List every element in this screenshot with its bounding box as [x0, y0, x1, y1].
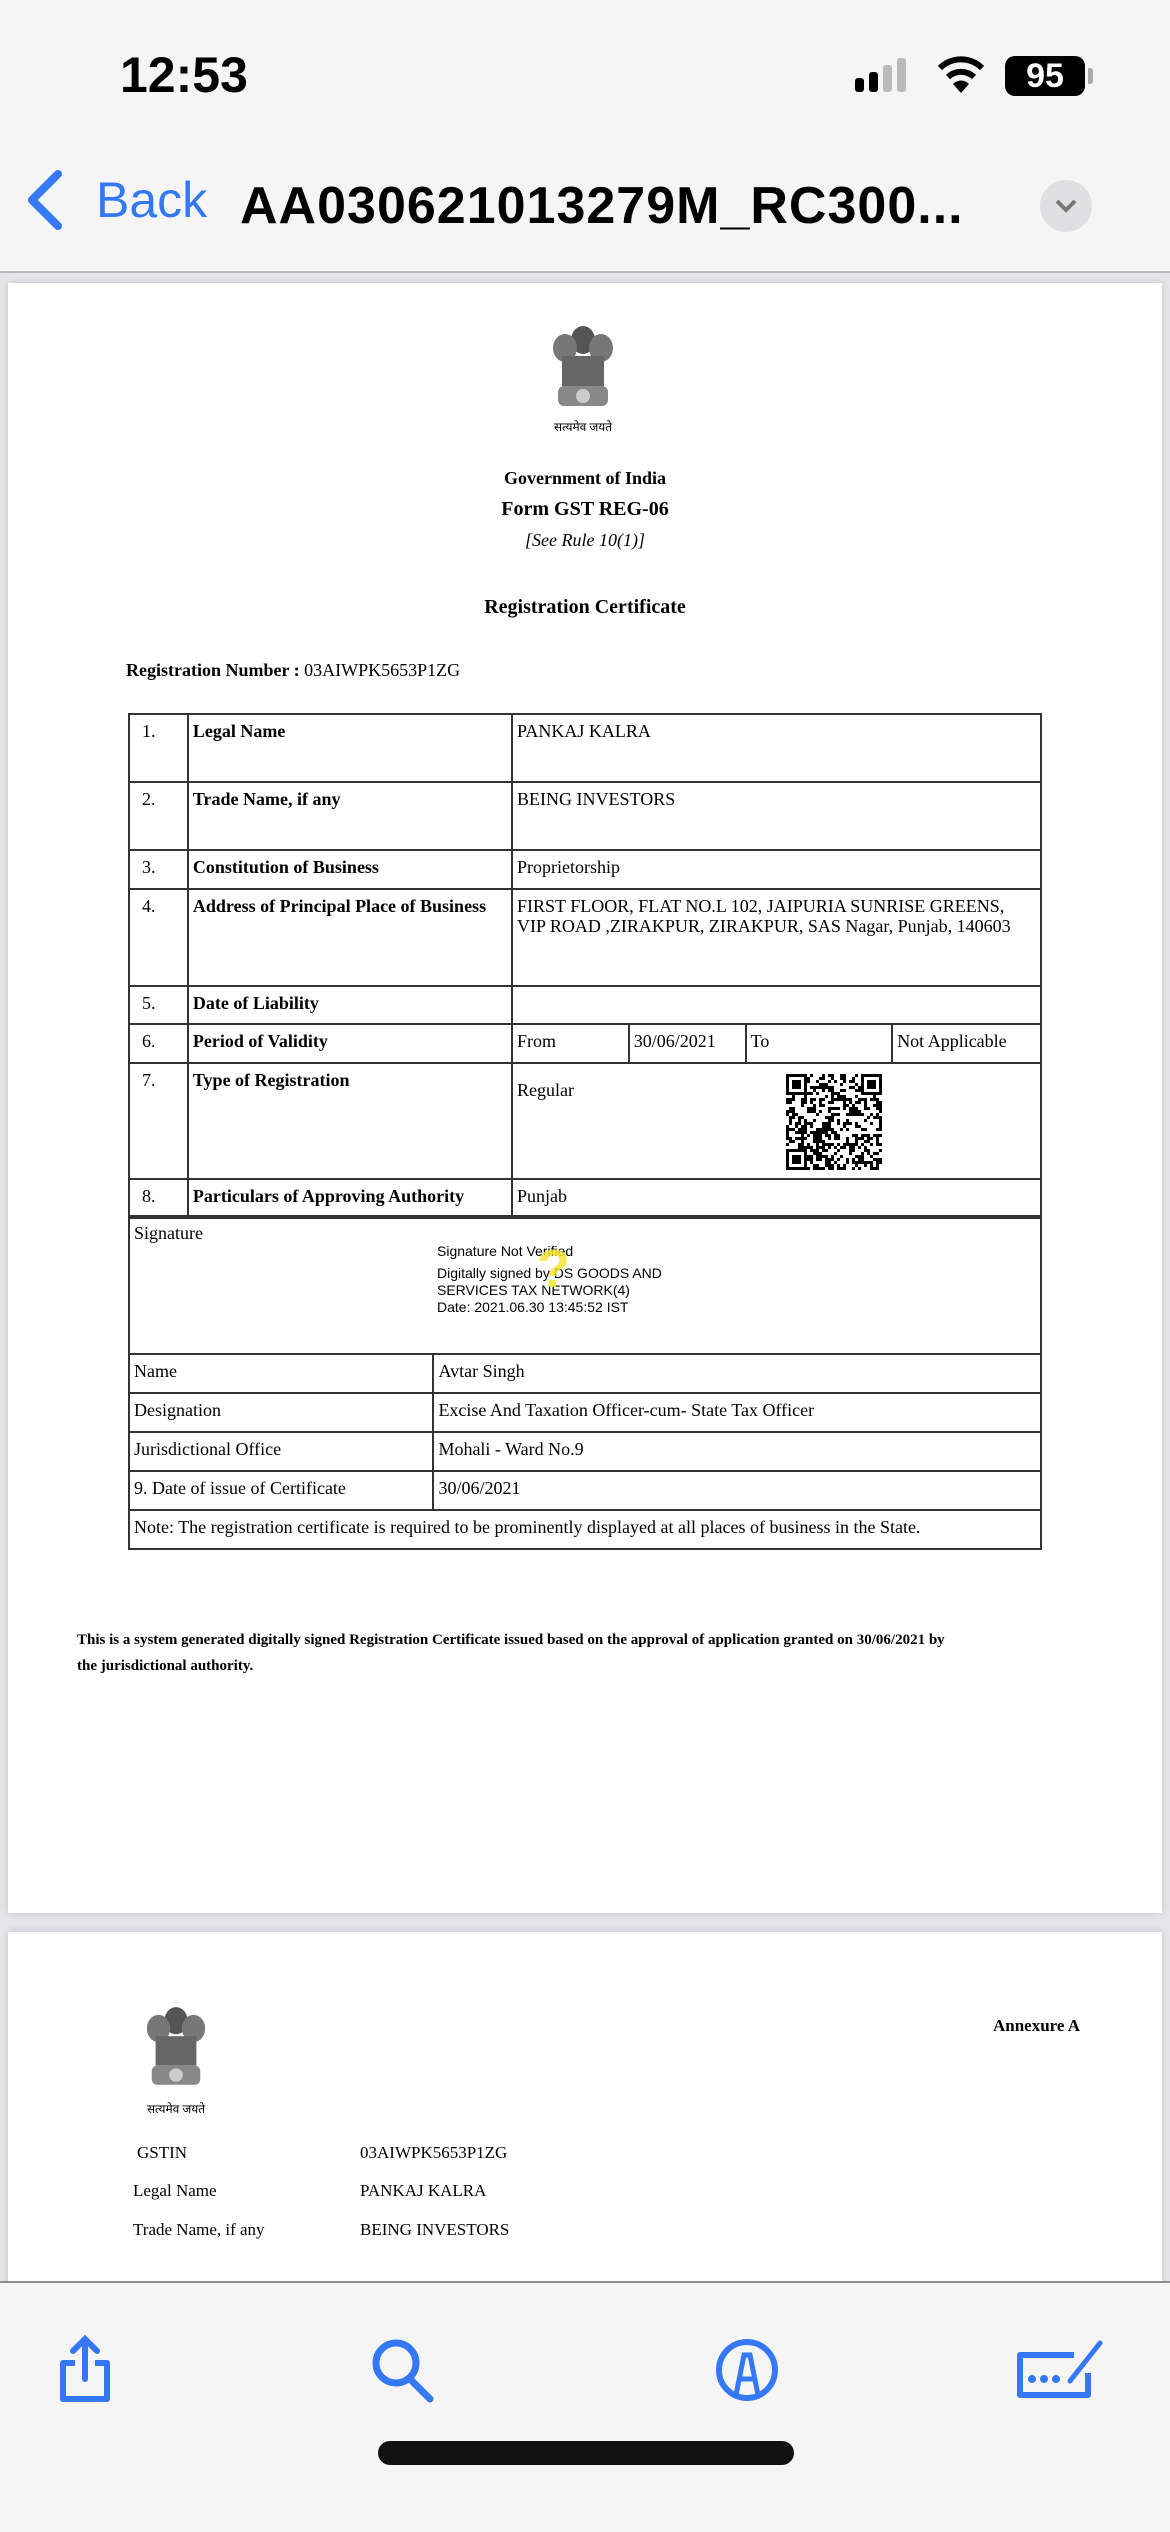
row-label: Address of Principal Place of Business — [188, 889, 512, 986]
chevron-down-icon — [1055, 199, 1077, 213]
markup-button[interactable] — [702, 2325, 792, 2415]
search-button[interactable] — [358, 2325, 448, 2415]
signature-row — [129, 1216, 1041, 1354]
table-row — [129, 1179, 1041, 1218]
footer-line-1: This is a system generated digitally signed Registration Certificate issued based on the approval of application granted on 30/06/2021 by — [77, 1632, 945, 1648]
table-row — [129, 986, 1041, 1024]
officer-label: 9. Date of issue of Certificate — [129, 1471, 433, 1510]
signature-cell — [129, 1216, 1041, 1354]
row-value: Proprietorship — [512, 850, 1041, 889]
row-number: 6. — [129, 1024, 188, 1063]
row-number: 4. — [129, 889, 188, 986]
row-value: Regular — [517, 1080, 575, 1100]
signature-signer: Digitally signed by DS GOODS AND — [437, 1265, 662, 1281]
annexure-value: PANKAJ KALRA — [360, 2181, 487, 2200]
national-emblem-icon — [142, 1998, 210, 2090]
table-row — [129, 782, 1041, 850]
table-row — [129, 850, 1041, 889]
fill-and-sign-button[interactable] — [1016, 2325, 1106, 2415]
registration-number-value: 03AIWPK5653P1ZG — [304, 660, 461, 680]
from-date: 30/06/2021 — [629, 1024, 746, 1063]
signature-label: Signature — [134, 1223, 203, 1243]
officer-label: Jurisdictional Office — [129, 1432, 433, 1471]
row-label: Type of Registration — [188, 1063, 512, 1179]
footer-line-2: the jurisdictional authority. — [77, 1658, 254, 1674]
wifi-icon — [938, 56, 984, 94]
battery-indicator: 95 — [1005, 56, 1085, 96]
row-label: Legal Name — [188, 714, 512, 782]
national-emblem-icon — [548, 318, 618, 410]
officer-value: Excise And Taxation Officer-cum- State Tax Officer — [433, 1393, 1041, 1432]
share-icon — [55, 2335, 115, 2405]
digital-signature-block — [437, 1239, 662, 1316]
form-fill-icon — [1016, 2339, 1106, 2401]
table-row — [129, 1063, 1041, 1179]
status-time: 12:53 — [120, 47, 248, 103]
row-value: Punjab — [512, 1179, 1041, 1218]
document-title: AA030621013279M_RC300... — [240, 177, 964, 235]
table-row — [129, 1024, 1041, 1063]
table-row — [129, 889, 1041, 986]
annexure-title: Annexure A — [993, 2016, 1081, 2035]
row-label: Trade Name, if any — [188, 782, 512, 850]
officer-row — [129, 1471, 1041, 1510]
row-label: Constitution of Business — [188, 850, 512, 889]
share-button[interactable] — [40, 2325, 130, 2415]
signature-signer-org: SERVICES TAX NETWORK(4) — [437, 1282, 630, 1298]
top-bar — [0, 0, 1170, 273]
qr-code — [785, 1074, 883, 1170]
signature-table — [128, 1215, 1042, 1550]
title-menu-button[interactable] — [1040, 180, 1092, 232]
row-value: BEING INVESTORS — [512, 782, 1041, 850]
row-value-cell — [512, 1063, 1041, 1179]
row-value: FIRST FLOOR, FLAT NO.L 102, JAIPURIA SUNRISE GREENS, VIP ROAD ,ZIRAKPUR, ZIRAKPUR, SAS Nagar, Punjab, 140603 — [512, 889, 1041, 986]
bottom-toolbar — [0, 2281, 1170, 2532]
officer-value: 30/06/2021 — [433, 1471, 1041, 1510]
row-value — [512, 986, 1041, 1024]
registration-number — [126, 660, 460, 681]
signature-date: Date: 2021.06.30 13:45:52 IST — [437, 1299, 629, 1315]
row-number: 3. — [129, 850, 188, 889]
officer-label: Designation — [129, 1393, 433, 1432]
back-button[interactable] — [22, 168, 207, 232]
cellular-signal-icon — [855, 58, 917, 94]
row-value: PANKAJ KALRA — [512, 714, 1041, 782]
row-number: 5. — [129, 986, 188, 1024]
annexure-label: Legal Name — [133, 2181, 217, 2200]
annexure-label: Trade Name, if any — [133, 2220, 265, 2239]
search-icon — [370, 2337, 436, 2403]
signature-unverified-question-icon: ? — [537, 1239, 570, 1299]
chevron-left-icon — [22, 168, 68, 232]
row-number: 8. — [129, 1179, 188, 1218]
row-label: Date of Liability — [188, 986, 512, 1024]
officer-row — [129, 1393, 1041, 1432]
signature-status: Signature Not Verified — [437, 1243, 574, 1259]
table-row — [129, 714, 1041, 782]
note-row — [129, 1510, 1041, 1549]
to-date: Not Applicable — [892, 1024, 1041, 1063]
officer-label: Name — [129, 1354, 433, 1393]
footer-statement — [77, 1627, 1117, 1679]
government-heading: Government of India — [504, 468, 666, 488]
officer-value: Mohali - Ward No.9 — [433, 1432, 1041, 1471]
row-label: Period of Validity — [188, 1024, 512, 1063]
to-label: To — [746, 1024, 893, 1063]
certificate-heading: Registration Certificate — [484, 596, 686, 618]
officer-row — [129, 1354, 1041, 1393]
emblem-motto: सत्यमेव जयते — [146, 2102, 206, 2116]
annexure-label: GSTIN — [137, 2143, 188, 2162]
row-number: 7. — [129, 1063, 188, 1179]
officer-value: Avtar Singh — [433, 1354, 1041, 1393]
emblem-motto: सत्यमेव जयते — [553, 420, 613, 434]
form-name: Form GST REG-06 — [501, 498, 669, 520]
note-text: Note: The registration certificate is required to be prominently displayed at all places of business in the State. — [129, 1510, 1041, 1549]
officer-row — [129, 1432, 1041, 1471]
row-label: Particulars of Approving Authority — [188, 1179, 512, 1218]
registration-number-label: Registration Number : — [126, 660, 300, 680]
from-label: From — [512, 1024, 629, 1063]
markup-icon — [714, 2337, 780, 2403]
annexure-value: 03AIWPK5653P1ZG — [360, 2143, 508, 2162]
row-number: 2. — [129, 782, 188, 850]
registration-table — [128, 713, 1042, 1219]
home-indicator[interactable] — [378, 2441, 794, 2465]
back-label: Back — [96, 172, 208, 228]
annexure-value: BEING INVESTORS — [360, 2220, 510, 2239]
row-number: 1. — [129, 714, 188, 782]
rule-reference: [See Rule 10(1)] — [525, 530, 645, 550]
battery-tip-icon — [1088, 68, 1093, 84]
